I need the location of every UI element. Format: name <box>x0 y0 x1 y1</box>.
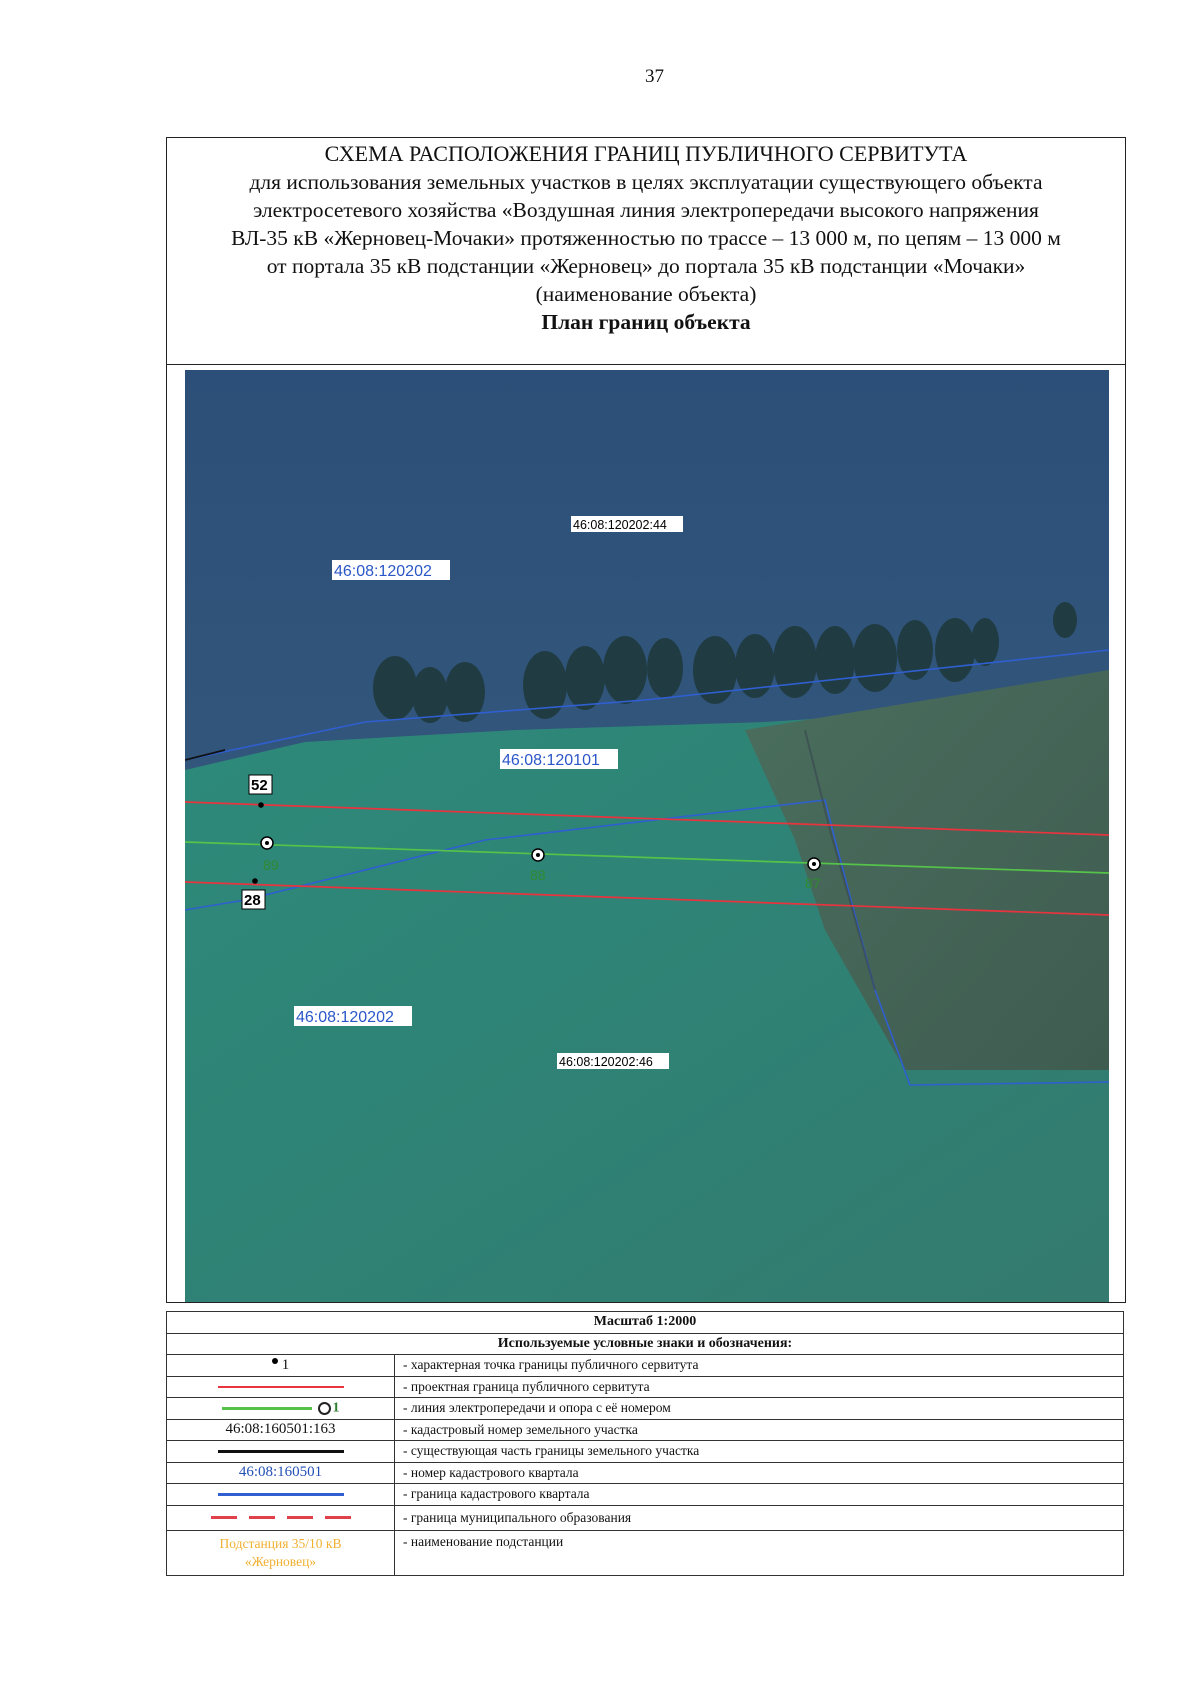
legend-desc: - существующая часть границы земельного участка <box>395 1441 1124 1463</box>
legend-caption: Используемые условные знаки и обозначения: <box>167 1333 1124 1355</box>
object-description-line-4: от портала 35 кВ подстанции «Жерновец» до портала 35 кВ подстанции «Мочаки» <box>266 254 1026 278</box>
legend-symbol-parcel-boundary <box>167 1441 395 1463</box>
legend-symbol-municipal-boundary <box>167 1505 395 1530</box>
legend-desc: - номер кадастрового квартала <box>395 1462 1124 1484</box>
legend-row <box>167 1355 1124 1377</box>
legend-row <box>167 1398 1124 1420</box>
legend-row <box>167 1376 1124 1398</box>
quarter-label-120202-south: 46:08:120202 <box>296 1009 394 1026</box>
legend-symbol-parcel-number: 46:08:160501:163 <box>167 1419 395 1441</box>
dash-icon <box>211 1516 237 1519</box>
legend-row <box>167 1530 1124 1575</box>
legend-desc: - кадастровый номер земельного участка <box>395 1419 1124 1441</box>
legend-desc: - проектная граница публичного сервитута <box>395 1376 1124 1398</box>
page-number: 37 <box>645 66 664 87</box>
point-dot-icon <box>272 1358 278 1364</box>
legend-desc: - граница муниципального образования <box>395 1505 1124 1530</box>
blue-line-icon <box>218 1493 344 1496</box>
green-line-icon <box>222 1407 312 1410</box>
dash-icon <box>325 1516 351 1519</box>
legend-row <box>167 1441 1124 1463</box>
legend-desc: - характерная точка границы публичного сервитута <box>395 1355 1124 1377</box>
legend-row <box>167 1462 1124 1484</box>
document-header <box>167 138 1125 365</box>
legend-desc: - линия электропередачи и опора с её номером <box>395 1398 1124 1420</box>
legend-symbol-servitude-boundary <box>167 1376 395 1398</box>
dash-icon <box>287 1516 313 1519</box>
quarter-label-120202-north: 46:08:120202 <box>334 563 432 580</box>
support-label-89: 89 <box>263 857 279 873</box>
satellite-map <box>185 370 1109 1302</box>
support-ring-icon <box>318 1402 331 1415</box>
black-line-icon <box>218 1450 344 1453</box>
boundary-point-28 <box>252 878 258 884</box>
plan-title: План границ объекта <box>541 310 751 334</box>
object-description-line-3: ВЛ-35 кВ «Жерновец-Мочаки» протяженностью по трассе – 13 000 м, по цепям – 13 000 м <box>231 226 1061 250</box>
support-label-87: 87 <box>805 875 821 891</box>
parcel-label-44: 46:08:120202:44 <box>573 518 667 532</box>
support-label-88: 88 <box>530 867 546 883</box>
point-label-52: 52 <box>251 777 268 794</box>
legend-symbol-quarter-boundary <box>167 1484 395 1506</box>
parcel-label-46: 46:08:120202:46 <box>559 1055 653 1069</box>
legend-desc: - наименование подстанции <box>395 1530 1124 1575</box>
legend-desc: - граница кадастрового квартала <box>395 1484 1124 1506</box>
legend-row <box>167 1484 1124 1506</box>
object-name-caption: (наименование объекта) <box>535 282 757 306</box>
map-sheet-frame <box>166 137 1126 1303</box>
legend-symbol-quarter-number: 46:08:160501 <box>167 1462 395 1484</box>
support-87 <box>808 858 820 870</box>
legend-symbol-boundary-point: 1 <box>167 1355 395 1377</box>
legend-row <box>167 1419 1124 1441</box>
dash-icon <box>249 1516 275 1519</box>
point-label-28: 28 <box>244 892 261 909</box>
object-description-line-1: для использования земельных участков в целях эксплуатации существующего объекта <box>249 170 1043 194</box>
object-description-line-2: электросетевого хозяйства «Воздушная линия электропередачи высокого напряжения <box>253 198 1039 222</box>
legend-table <box>166 1311 1124 1576</box>
map-scale: Масштаб 1:2000 <box>167 1312 1124 1334</box>
legend-symbol-power-line: 1 <box>167 1398 395 1420</box>
quarter-label-120101: 46:08:120101 <box>502 752 600 769</box>
scheme-title: СХЕМА РАСПОЛОЖЕНИЯ ГРАНИЦ ПУБЛИЧНОГО СЕРВИТУТА <box>324 141 968 166</box>
legend-row <box>167 1505 1124 1530</box>
red-line-icon <box>218 1386 344 1389</box>
support-88 <box>532 849 544 861</box>
legend-symbol-substation: Подстанция 35/10 кВ «Жерновец» <box>167 1530 395 1575</box>
boundary-point-52 <box>258 802 264 808</box>
support-89 <box>261 837 273 849</box>
